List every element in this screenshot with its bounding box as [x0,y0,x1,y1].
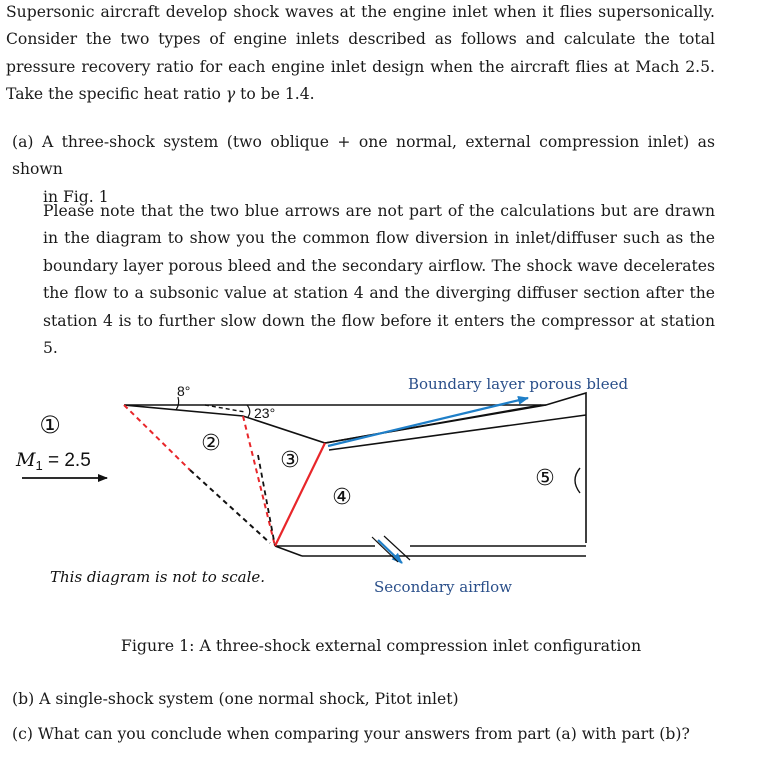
oblique-shock-1-left [124,405,190,470]
note-line-3: boundary layer porous bleed and the secondary airflow. The shock wave decelerates [43,256,715,275]
intro-line-4 [79,85,315,103]
bleed-label: Boundary layer porous bleed [408,375,629,393]
cowl-top-line [124,393,586,543]
angle-arc-8 [176,397,179,410]
mach-label [15,449,91,473]
part-c-text: What can you conclude when comparing your answers from part (a) with part (b)? [37,725,690,743]
oblique-shock-2 [243,416,275,546]
part-b-question [12,686,715,713]
mach-subscript: 1 [35,458,43,473]
part-c-question [12,721,715,748]
station-2-label: ② [201,430,221,455]
note-paragraph [43,198,715,362]
note-line-1: Please note that the two blue arrows are not part of the calculations but are drawn [43,202,715,220]
not-to-scale-note: This diagram is not to scale. [50,568,266,586]
intro-paragraph [6,0,715,109]
inner-wall [329,415,586,450]
part-b-text: A single-shock system (one normal shock, Pitot inlet) [39,690,459,708]
bleed-arrow [328,398,528,446]
intro-line-4-start: specific heat ratio [78,85,226,104]
outer-wall-top [325,405,541,443]
angle-arc-23 [247,405,250,417]
secondary-arrow-outline [372,536,410,562]
angle-label-23: 23° [254,405,276,421]
mach-symbol: M [16,449,36,471]
secondary-arrow [378,540,402,563]
part-a-label: (a) [12,133,34,151]
figure-caption: Figure 1: A three-shock external compression inlet configuration [120,636,642,655]
oblique-shock-1-right [190,470,270,543]
ramp-surface [124,405,546,443]
station-3-label: ③ [280,447,300,472]
intro-line-3: recovery ratio for each engine inlet design when the aircraft flies at Mach 2.5. Take the [6,57,715,104]
intro-line-1: Supersonic aircraft develop shock waves at the engine inlet when it flies supersonically. [6,3,715,21]
station-4-label: ④ [332,484,352,509]
station-5-label: ⑤ [535,465,555,490]
intro-line-4-end: to be 1.4. [235,85,315,104]
station-1-label: ① [39,412,61,439]
note-line-5: station 4 is to further slow down the flow before it enters the compressor at station 5. [43,311,715,358]
compressor-face [575,468,580,493]
part-b-label: (b) [12,690,35,708]
intro-line-2: Consider the two types of engine inlets described as follows and calculate the total pressure [6,30,715,76]
mach-value: = 2.5 [42,450,91,471]
part-c-label: (c) [12,725,33,743]
secondary-label: Secondary airflow [374,578,512,596]
part-a-line-1: A three-shock system (two oblique + one normal, external compression inlet) as shown [12,133,715,179]
lip-edge [275,546,302,556]
gamma-symbol: γ [225,85,236,104]
angle-ref-dashed [205,405,245,412]
oblique-shock-2-black [258,455,275,546]
note-line-2: in the diagram to show you the common flow diversion in inlet/diffuser such as the [43,229,715,248]
angle-label-8: 8° [177,383,191,399]
part-a-line-2: in Fig. 1 [43,187,109,206]
normal-shock [275,443,325,546]
note-line-4: the flow to a subsonic value at station 4 and the diverging diffuser section after the [43,284,715,303]
